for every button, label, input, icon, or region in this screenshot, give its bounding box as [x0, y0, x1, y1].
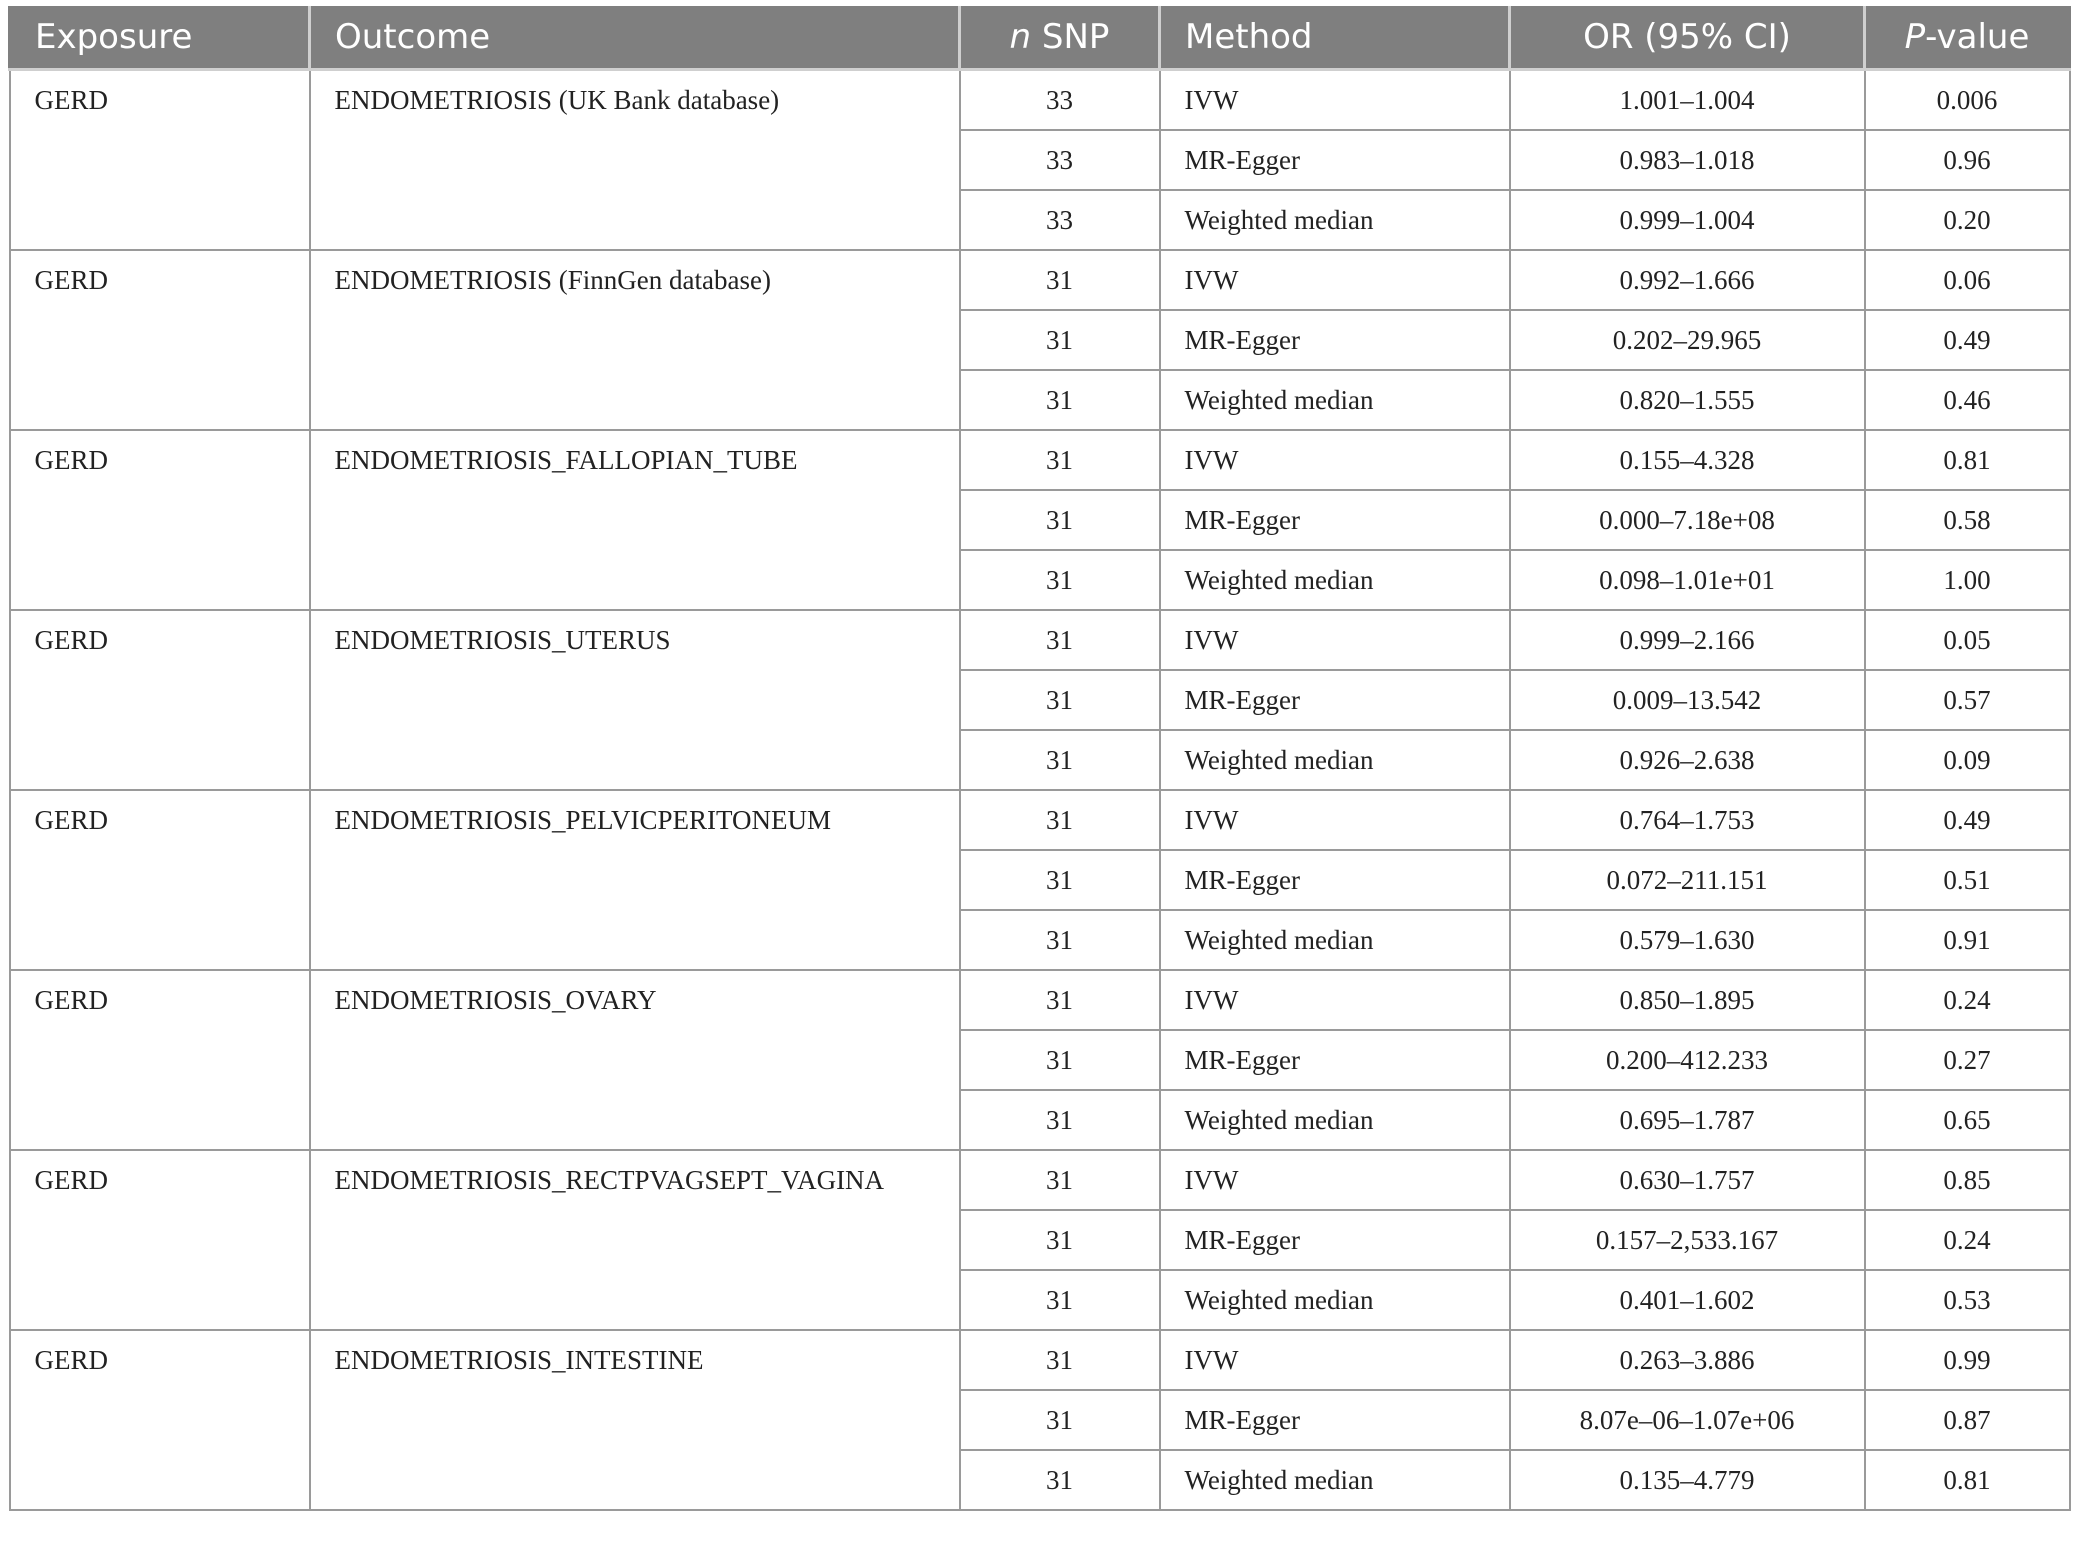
cell-p-value: 0.87: [1865, 1390, 2070, 1450]
cell-n-snp: 31: [960, 730, 1160, 790]
cell-p-value: 0.53: [1865, 1270, 2070, 1330]
cell-n-snp: 31: [960, 1090, 1160, 1150]
header-n-snp: [960, 6, 1160, 70]
cell-method: MR-Egger: [1160, 850, 1510, 910]
cell-or-ci: 0.579–1.630: [1510, 910, 1865, 970]
cell-method: IVW: [1160, 970, 1510, 1030]
cell-method: Weighted median: [1160, 730, 1510, 790]
cell-or-ci: 0.098–1.01e+01: [1510, 550, 1865, 610]
cell-n-snp: 31: [960, 610, 1160, 670]
cell-p-value: 0.09: [1865, 730, 2070, 790]
cell-method: MR-Egger: [1160, 1030, 1510, 1090]
cell-exposure: GERD: [10, 430, 310, 610]
header-outcome: Outcome: [310, 6, 960, 70]
cell-method: IVW: [1160, 1150, 1510, 1210]
cell-outcome: ENDOMETRIOSIS_UTERUS: [310, 610, 960, 790]
cell-method: IVW: [1160, 610, 1510, 670]
cell-or-ci: 0.820–1.555: [1510, 370, 1865, 430]
cell-method: MR-Egger: [1160, 670, 1510, 730]
cell-p-value: 0.24: [1865, 970, 2070, 1030]
table-row: [10, 790, 2070, 850]
cell-p-value: 0.91: [1865, 910, 2070, 970]
header-row: [10, 6, 2070, 70]
cell-or-ci: 0.992–1.666: [1510, 250, 1865, 310]
cell-n-snp: 31: [960, 1330, 1160, 1390]
cell-or-ci: 0.630–1.757: [1510, 1150, 1865, 1210]
cell-or-ci: 0.200–412.233: [1510, 1030, 1865, 1090]
cell-p-value: 0.006: [1865, 70, 2070, 131]
cell-p-value: 0.65: [1865, 1090, 2070, 1150]
cell-or-ci: 0.202–29.965: [1510, 310, 1865, 370]
cell-outcome: ENDOMETRIOSIS_RECTPVAGSEPT_VAGINA: [310, 1150, 960, 1330]
cell-p-value: 0.85: [1865, 1150, 2070, 1210]
cell-outcome: ENDOMETRIOSIS_OVARY: [310, 970, 960, 1150]
table-header: [10, 6, 2070, 70]
cell-n-snp: 31: [960, 790, 1160, 850]
cell-n-snp: 31: [960, 1450, 1160, 1510]
cell-n-snp: 33: [960, 70, 1160, 131]
cell-method: Weighted median: [1160, 550, 1510, 610]
cell-p-value: 0.27: [1865, 1030, 2070, 1090]
cell-or-ci: 0.401–1.602: [1510, 1270, 1865, 1330]
cell-or-ci: 0.009–13.542: [1510, 670, 1865, 730]
cell-p-value: 0.81: [1865, 430, 2070, 490]
cell-exposure: GERD: [10, 250, 310, 430]
cell-method: IVW: [1160, 430, 1510, 490]
header-p-value: [1865, 6, 2070, 70]
cell-or-ci: 0.999–1.004: [1510, 190, 1865, 250]
cell-n-snp: 31: [960, 910, 1160, 970]
cell-method: IVW: [1160, 1330, 1510, 1390]
cell-n-snp: 33: [960, 190, 1160, 250]
cell-exposure: GERD: [10, 790, 310, 970]
cell-p-value: 0.81: [1865, 1450, 2070, 1510]
cell-method: Weighted median: [1160, 910, 1510, 970]
header-or-ci: OR (95% CI): [1510, 6, 1865, 70]
cell-method: IVW: [1160, 70, 1510, 131]
cell-method: MR-Egger: [1160, 310, 1510, 370]
cell-or-ci: 0.983–1.018: [1510, 130, 1865, 190]
mr-results-table: [8, 6, 2071, 1511]
cell-or-ci: 1.001–1.004: [1510, 70, 1865, 131]
cell-exposure: GERD: [10, 610, 310, 790]
cell-method: Weighted median: [1160, 1450, 1510, 1510]
cell-p-value: 1.00: [1865, 550, 2070, 610]
cell-n-snp: 31: [960, 850, 1160, 910]
cell-exposure: GERD: [10, 970, 310, 1150]
cell-outcome: ENDOMETRIOSIS (FinnGen database): [310, 250, 960, 430]
cell-exposure: GERD: [10, 1330, 310, 1510]
header-n-snp-italic: n: [1009, 17, 1032, 57]
header-p-value-rest: -value: [1925, 17, 2030, 57]
table-row: [10, 1330, 2070, 1390]
cell-or-ci: 0.072–211.151: [1510, 850, 1865, 910]
cell-method: Weighted median: [1160, 1090, 1510, 1150]
cell-n-snp: 31: [960, 490, 1160, 550]
cell-p-value: 0.57: [1865, 670, 2070, 730]
table-row: [10, 250, 2070, 310]
cell-or-ci: 0.155–4.328: [1510, 430, 1865, 490]
table-row: [10, 430, 2070, 490]
cell-p-value: 0.49: [1865, 790, 2070, 850]
cell-p-value: 0.96: [1865, 130, 2070, 190]
cell-or-ci: 8.07e–06–1.07e+06: [1510, 1390, 1865, 1450]
cell-n-snp: 31: [960, 1390, 1160, 1450]
cell-method: Weighted median: [1160, 190, 1510, 250]
cell-p-value: 0.20: [1865, 190, 2070, 250]
cell-p-value: 0.05: [1865, 610, 2070, 670]
table-body: [10, 70, 2070, 1511]
cell-p-value: 0.99: [1865, 1330, 2070, 1390]
cell-or-ci: 0.850–1.895: [1510, 970, 1865, 1030]
cell-n-snp: 31: [960, 1150, 1160, 1210]
cell-method: IVW: [1160, 790, 1510, 850]
cell-p-value: 0.58: [1865, 490, 2070, 550]
table-row: [10, 70, 2070, 131]
cell-or-ci: 0.157–2,533.167: [1510, 1210, 1865, 1270]
cell-n-snp: 31: [960, 670, 1160, 730]
header-n-snp-rest: SNP: [1031, 17, 1110, 57]
cell-or-ci: 0.000–7.18e+08: [1510, 490, 1865, 550]
cell-exposure: GERD: [10, 70, 310, 251]
cell-outcome: ENDOMETRIOSIS_FALLOPIAN_TUBE: [310, 430, 960, 610]
cell-outcome: ENDOMETRIOSIS (UK Bank database): [310, 70, 960, 251]
cell-n-snp: 31: [960, 250, 1160, 310]
cell-method: Weighted median: [1160, 370, 1510, 430]
cell-n-snp: 31: [960, 370, 1160, 430]
cell-n-snp: 31: [960, 1030, 1160, 1090]
header-p-value-italic: P: [1904, 17, 1926, 57]
cell-method: Weighted median: [1160, 1270, 1510, 1330]
cell-n-snp: 33: [960, 130, 1160, 190]
cell-method: MR-Egger: [1160, 490, 1510, 550]
header-method: Method: [1160, 6, 1510, 70]
cell-outcome: ENDOMETRIOSIS_INTESTINE: [310, 1330, 960, 1510]
cell-method: IVW: [1160, 250, 1510, 310]
cell-n-snp: 31: [960, 1210, 1160, 1270]
table-row: [10, 970, 2070, 1030]
cell-p-value: 0.06: [1865, 250, 2070, 310]
cell-n-snp: 31: [960, 550, 1160, 610]
cell-n-snp: 31: [960, 430, 1160, 490]
cell-outcome: ENDOMETRIOSIS_PELVICPERITONEUM: [310, 790, 960, 970]
cell-exposure: GERD: [10, 1150, 310, 1330]
cell-or-ci: 0.695–1.787: [1510, 1090, 1865, 1150]
cell-method: MR-Egger: [1160, 130, 1510, 190]
cell-p-value: 0.51: [1865, 850, 2070, 910]
table-row: [10, 1150, 2070, 1210]
cell-method: MR-Egger: [1160, 1390, 1510, 1450]
cell-n-snp: 31: [960, 1270, 1160, 1330]
cell-or-ci: 0.999–2.166: [1510, 610, 1865, 670]
cell-or-ci: 0.764–1.753: [1510, 790, 1865, 850]
cell-p-value: 0.46: [1865, 370, 2070, 430]
cell-or-ci: 0.263–3.886: [1510, 1330, 1865, 1390]
cell-p-value: 0.24: [1865, 1210, 2070, 1270]
cell-n-snp: 31: [960, 970, 1160, 1030]
cell-p-value: 0.49: [1865, 310, 2070, 370]
table-row: [10, 610, 2070, 670]
header-exposure: Exposure: [10, 6, 310, 70]
cell-or-ci: 0.926–2.638: [1510, 730, 1865, 790]
cell-or-ci: 0.135–4.779: [1510, 1450, 1865, 1510]
cell-method: MR-Egger: [1160, 1210, 1510, 1270]
cell-n-snp: 31: [960, 310, 1160, 370]
